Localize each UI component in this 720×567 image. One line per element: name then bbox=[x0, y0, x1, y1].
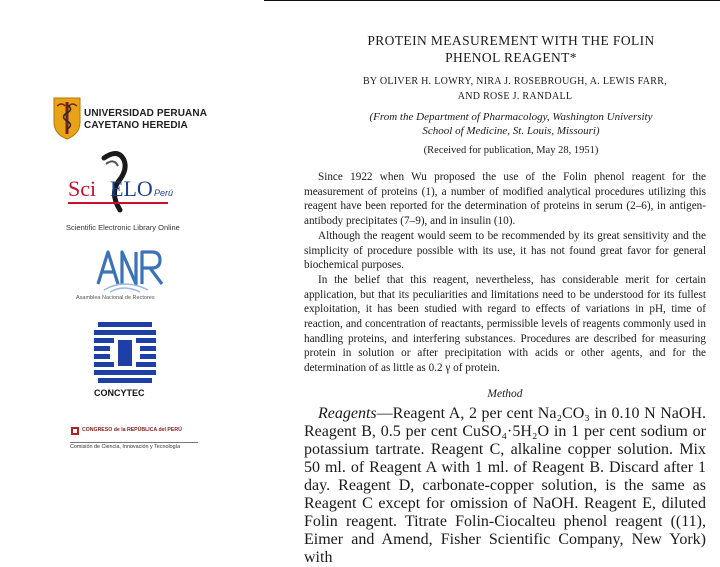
scielo-sci-text: Sci bbox=[68, 176, 97, 201]
concytec-logo[interactable] bbox=[90, 318, 160, 404]
concytec-name: CONCYTEC bbox=[94, 388, 145, 398]
title-line-2: PHENOL REAGENT* bbox=[445, 50, 577, 65]
congreso-logo[interactable] bbox=[70, 426, 220, 456]
affiliation-line-1: (From the Department of Pharmacology, Washington University bbox=[369, 111, 653, 123]
intro-paragraph-3: In the belief that this reagent, nevertheless, has considerable merit for certain application, but that its peculiarities and limitations need to be understood for its fullest exploitation, it has been studied with regard to effects of variations in pH, time of reaction, and concentration of reactants, permissible levels of reagents commonly used in handling proteins, and interfering substances. Procedures are described for measuring protein in solution or after precipitation with acids or other agents, and for the determination of as little as 0.2 γ of protein. bbox=[304, 273, 706, 375]
paper-scan bbox=[304, 32, 706, 566]
paper-title bbox=[304, 32, 706, 66]
paper-introduction bbox=[304, 170, 706, 376]
paper-affiliation bbox=[304, 110, 706, 138]
page-top-rule bbox=[264, 0, 720, 1]
title-line-1: PROTEIN MEASUREMENT WITH THE FOLIN bbox=[367, 33, 655, 48]
congreso-seal-icon bbox=[70, 426, 80, 436]
scielo-logo[interactable] bbox=[66, 150, 216, 236]
congreso-name: CONGRESO de la REPÚBLICA del PERÚ bbox=[82, 427, 182, 433]
anr-caption: Asamblea Nacional de Rectores bbox=[76, 295, 155, 301]
upch-name-line1: UNIVERSIDAD PERUANA bbox=[84, 108, 208, 119]
reagents-section bbox=[304, 405, 706, 567]
scielo-mark-icon bbox=[66, 150, 216, 220]
method-heading: Method bbox=[487, 387, 523, 400]
upch-logo[interactable] bbox=[52, 96, 212, 146]
scielo-elo-text: ELO bbox=[110, 176, 153, 201]
reagents-label: Reagents bbox=[318, 404, 377, 422]
reagents-paragraph bbox=[304, 405, 706, 567]
scielo-tagline: Scientific Electronic Library Online bbox=[66, 223, 180, 232]
scielo-country-text: Perú bbox=[154, 188, 174, 198]
concytec-emblem-icon bbox=[90, 318, 160, 388]
affiliation-line-2: School of Medicine, St. Louis, Missouri) bbox=[422, 125, 600, 137]
sponsor-logos bbox=[0, 0, 245, 540]
anr-monogram-icon bbox=[74, 244, 174, 294]
authors-line-1: BY OLIVER H. LOWRY, NIRA J. ROSEBROUGH, A. LEWIS FARR, bbox=[362, 76, 668, 87]
upch-name-line2: CAYETANO HEREDIA bbox=[84, 120, 188, 131]
paper-authors bbox=[304, 74, 706, 104]
reagents-text: —Reagent A, 2 per cent Na₂CO₃ in 0.10 N NaOH. Reagent B, 0.5 per cent CuSO₄·5H₂O in 1 per cent sodium or potassium tartrate. Reagent C, alkaline copper solution. Mix 50 ml. of Reagent A with 1 ml. of Reagent B. Discard after 1 day. Reagent D, carbonate-copper solution, is the same as Reagent C except for omission of NaOH. Reagent E, diluted Folin reagent. Titrate Folin-Ciocalteu phenol reagent ((11), Eimer and Amend, Fisher Scientific Company, New York) with bbox=[304, 404, 706, 566]
upch-shield-icon bbox=[52, 96, 82, 140]
anr-logo[interactable] bbox=[74, 244, 174, 306]
paper-received-date: (Received for publication, May 28, 1951) bbox=[423, 145, 599, 156]
intro-paragraph-2: Although the reagent would seem to be recommended by its great sensitivity and the simplicity of procedure possible with its use, it has not found great favor for general biochemical purposes. bbox=[304, 229, 706, 272]
intro-paragraph-1: Since 1922 when Wu proposed the use of the Folin phenol reagent for the measurement of proteins (1), a number of modified analytical procedures utilizing this reagent have been reported for the determination of proteins in serum (2–6), in antigen-antibody precipitates (7–9), and in insulin (10). bbox=[304, 171, 706, 228]
authors-line-2: AND ROSE J. RANDALL bbox=[457, 91, 573, 102]
congreso-commission: Comisión de Ciencia, Innovación y Tecnología bbox=[70, 444, 181, 450]
congreso-divider bbox=[70, 442, 198, 443]
